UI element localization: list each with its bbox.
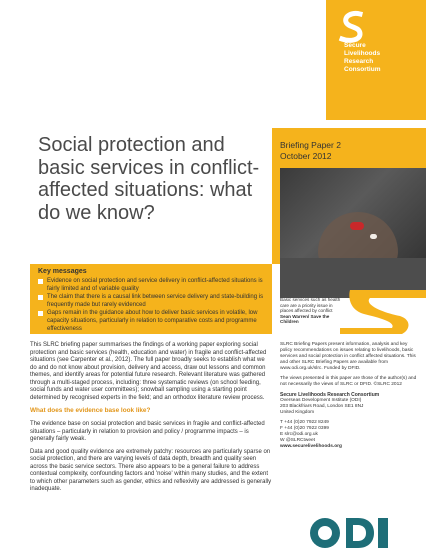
key-message-text: The claim that there is a causal link between service delivery and state-building is frequently made but rarely evidenced — [47, 294, 264, 308]
logo-line: Consortium — [344, 66, 381, 73]
main-body — [30, 342, 272, 499]
contact-fax: F +44 (0)20 7922 0399 — [280, 426, 329, 431]
photo-caption — [280, 297, 344, 325]
photo-pill-red — [350, 222, 364, 230]
address-line: Overseas Development Institute (ODI) — [280, 398, 362, 403]
contact-twitter[interactable]: W @SLRCtweet — [280, 438, 315, 443]
section-heading: What does the evidence base look like? — [30, 407, 151, 414]
caption-text: Basic services such as health care are a priority issue in places affected by conflict — [280, 297, 341, 314]
key-message-item — [38, 278, 268, 293]
odi-logo-icon — [308, 516, 390, 550]
address-line: 203 Blackfriars Road, London SE1 8NJ — [280, 404, 364, 409]
key-messages-title: Key messages — [38, 268, 87, 275]
contact-email[interactable]: E slrc@odi.org.uk — [280, 432, 318, 437]
bullet-square-icon — [38, 295, 43, 300]
bullet-square-icon — [38, 279, 43, 284]
body-paragraph: Data and good quality evidence are extremely patchy: resources are particularly sparse on social protection, and there are varying levels of data depth, breadth and quality seen across the basic service sectors. There also appears to be a general failure to address contextual complexity, confounding factors and 'noise' within many studies, and the extent to which other parameters such as gender, ethics and reflexivity are addressed is generally inadequate. — [30, 448, 272, 492]
logo-line: Livelihoods — [344, 50, 381, 57]
logo-line: Research — [344, 58, 374, 65]
body-paragraph: The evidence base on social protection and basic services in fragile and conflict-affected situations – particularly in relation to provision and policy / programme impacts – is generally fairly weak. — [30, 421, 265, 442]
org-heading: Secure Livelihoods Research Consortium — [280, 392, 380, 398]
decorative-s-shape-icon — [340, 290, 426, 334]
briefing-label: Briefing Paper 2 — [280, 140, 341, 150]
key-messages-list — [38, 278, 268, 334]
page-title: Social protection and basic services in conflict-affected situations: what do we know? — [38, 134, 260, 224]
key-message-text: Gaps remain in the guidance about how to deliver basic services in volatile, low capacity situations, particularly in relation to comparative costs and programme effectiveness — [47, 310, 258, 332]
slrc-s-logo-icon — [338, 10, 366, 44]
photo-pill-white — [370, 234, 377, 239]
logo-line: Secure — [344, 42, 366, 49]
photo-credit: Sean Warren/ Save the Children — [280, 313, 330, 325]
key-message-item — [38, 294, 268, 309]
intro-paragraph: This SLRC briefing paper summarises the findings of a working paper exploring social protection and basic services (health, education and water) in fragile and conflict-affected situations (see Carpenter et al., 2012). The full paper broadly seeks to establish what we do and do not know about provision, delivery and access, draw out lessons and common themes, and identify areas for potential future research. Relevant literature was gathered through a multi-staged process, including: three systematic reviews (on school feeding, social funds and water user committees); snowball sampling using a starting point determined by recognised experts in the field; and an orthodox literature review process. — [30, 342, 267, 401]
key-message-item — [38, 310, 268, 333]
cover-photo — [280, 168, 426, 298]
sidebar — [280, 342, 420, 450]
slrc-logo-text — [344, 42, 424, 74]
bullet-square-icon — [38, 311, 43, 316]
slrc-logo — [326, 0, 426, 120]
sidebar-disclaimer: The views presented in this paper are those of the author(s) and not necessarily the views of SLRC or DFID. ©SLRC 2012 — [280, 376, 417, 387]
contact-phone: T +44 (0)20 7922 8249 — [280, 420, 329, 425]
briefing-date: October 2012 — [280, 151, 332, 161]
key-message-text: Evidence on social protection and service delivery in conflict-affected situations is fairly limited and of variable quality — [47, 278, 263, 292]
address-line: United Kingdom — [280, 410, 315, 415]
sidebar-about: SLRC Briefing Papers present information, analysis and key policy recommendations on issues relating to livelihoods, basic services and social protection in conflict affected situations. This and other SLRC Briefing Papers are available from www.odi.org.uk/slrc. Funded by DFID. — [280, 342, 416, 371]
contact-website[interactable]: www.securelivelihoods.org — [280, 444, 342, 449]
